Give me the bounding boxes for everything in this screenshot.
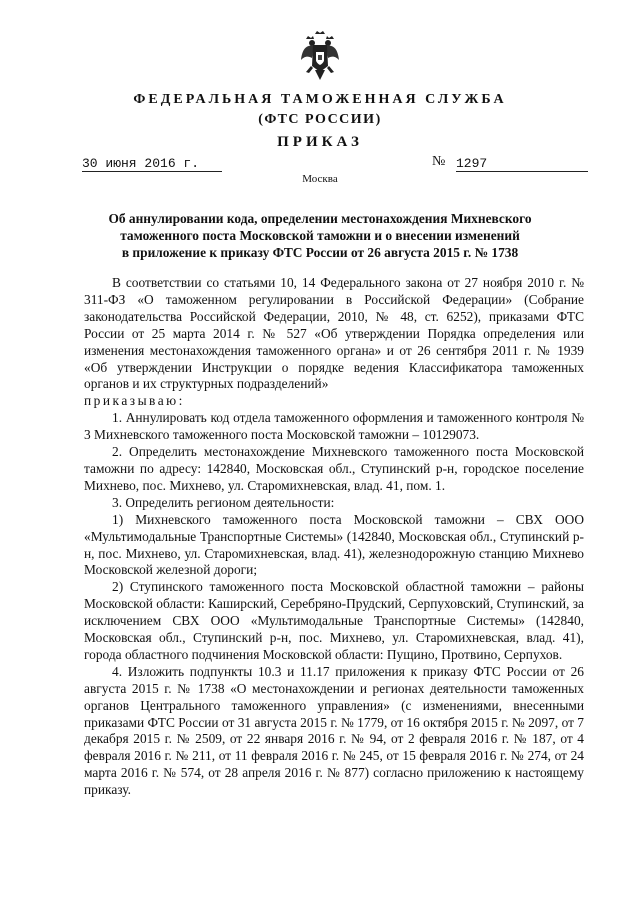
item-4: 4. Изложить подпункты 10.3 и 11.17 приложения к приказу ФТС России от 26 августа 2015 г. № 1738 «О местонахождении и регионах деятельности таможенных органов Центрального таможенного управления» (с изменениями, внесенными приказами ФТС России от 31 августа 2015 г. № 1779, от 16 октября 2015 г. № 2097, от 7 декабря 2015 г. № 2509, от 22 января 2016 г. № 94, от 2 февраля 2016 г. № 187, от 4 февраля 2016 г. № 211, от 11 февраля 2016 г. № 245, от 15 февраля 2016 г. № 274, от 24 марта 2016 г. № 574, от 28 апреля 2016 г. № 877) согласно приложению к настоящему приказу.: [84, 663, 584, 798]
order-body: [84, 275, 584, 799]
item-3-1: 1) Михневского таможенного поста Московской таможни – СВХ ООО «Мультимодальные Транспортные Системы» (142840, Московская обл., Ступинский р-н, пос. Михнево, ул. Старомихневская, влад. 41), железнодорожную станцию Михнево Московской железной дороги;: [84, 511, 584, 578]
document-type: ПРИКАЗ: [277, 134, 363, 150]
organization-abbreviation: (ФТС РОССИИ): [258, 112, 382, 127]
heading-line: таможенного поста Московской таможни и о внесении изменений: [120, 228, 520, 243]
heading-line: в приложение к приказу ФТС России от 26 августа 2015 г. № 1738: [121, 245, 519, 260]
order-number: 1297: [456, 156, 588, 172]
coat-of-arms-emblem: [300, 30, 340, 82]
heading-line: Об аннулировании кода, определении местонахождения Михневского: [108, 211, 532, 226]
item-3-2: 2) Ступинского таможенного поста Московской областной таможни – районы Московской области: Каширский, Серебряно-Прудский, Серпуховский, Ступинский, за исключением СВХ ООО «Мультимодальные Транспортные Системы» (142840, Московская обл., Ступинский р-н, пос. Михнево, ул. Старомихневская, влад. 41), города областного подчинения Московской области: Пущино, Протвино, Серпухов.: [84, 579, 584, 662]
item-1: 1. Аннулировать код отдела таможенного оформления и таможенного контроля № 3 Михневского таможенного поста Московской таможни – 10129073.: [84, 410, 584, 443]
organization-title: ФЕДЕРАЛЬНАЯ ТАМОЖЕННАЯ СЛУЖБА: [133, 92, 507, 107]
order-heading: [90, 210, 550, 261]
number-sign: №: [432, 154, 446, 169]
order-word-paragraph: [84, 393, 584, 410]
city: Москва: [302, 173, 338, 185]
preamble-paragraph: [84, 275, 584, 393]
item-2: 2. Определить местонахождение Михневского таможенного поста Московской таможни по адресу: 142840, Московская обл., Ступинский р-н, городское поселение Михнево, пос. Михнево, ул. Старомихневская, влад. 41, пом. 1.: [84, 444, 584, 493]
item-3: 3. Определить регионом деятельности:: [112, 494, 335, 510]
preamble-text: В соответствии со статьями 10, 14 Федерального закона от 27 ноября 2010 г. № 311-ФЗ «О таможенном регулировании в Российской Федерации» (Собрание законодательства Российской Федерации, 2010, № 48, ст. 6252), приказами ФТС России от 25 марта 2014 г. № 527 «Об утверждении Порядка определения или изменения местонахождения таможенного органа» и от 26 сентября 2011 г. № 1939 «Об утверждении Инструкции о порядке ведения Классификатора таможенных органов и их структурных подразделений»: [84, 275, 584, 392]
order-word: приказываю:: [84, 393, 185, 409]
order-date: 30 июня 2016 г.: [82, 156, 222, 172]
